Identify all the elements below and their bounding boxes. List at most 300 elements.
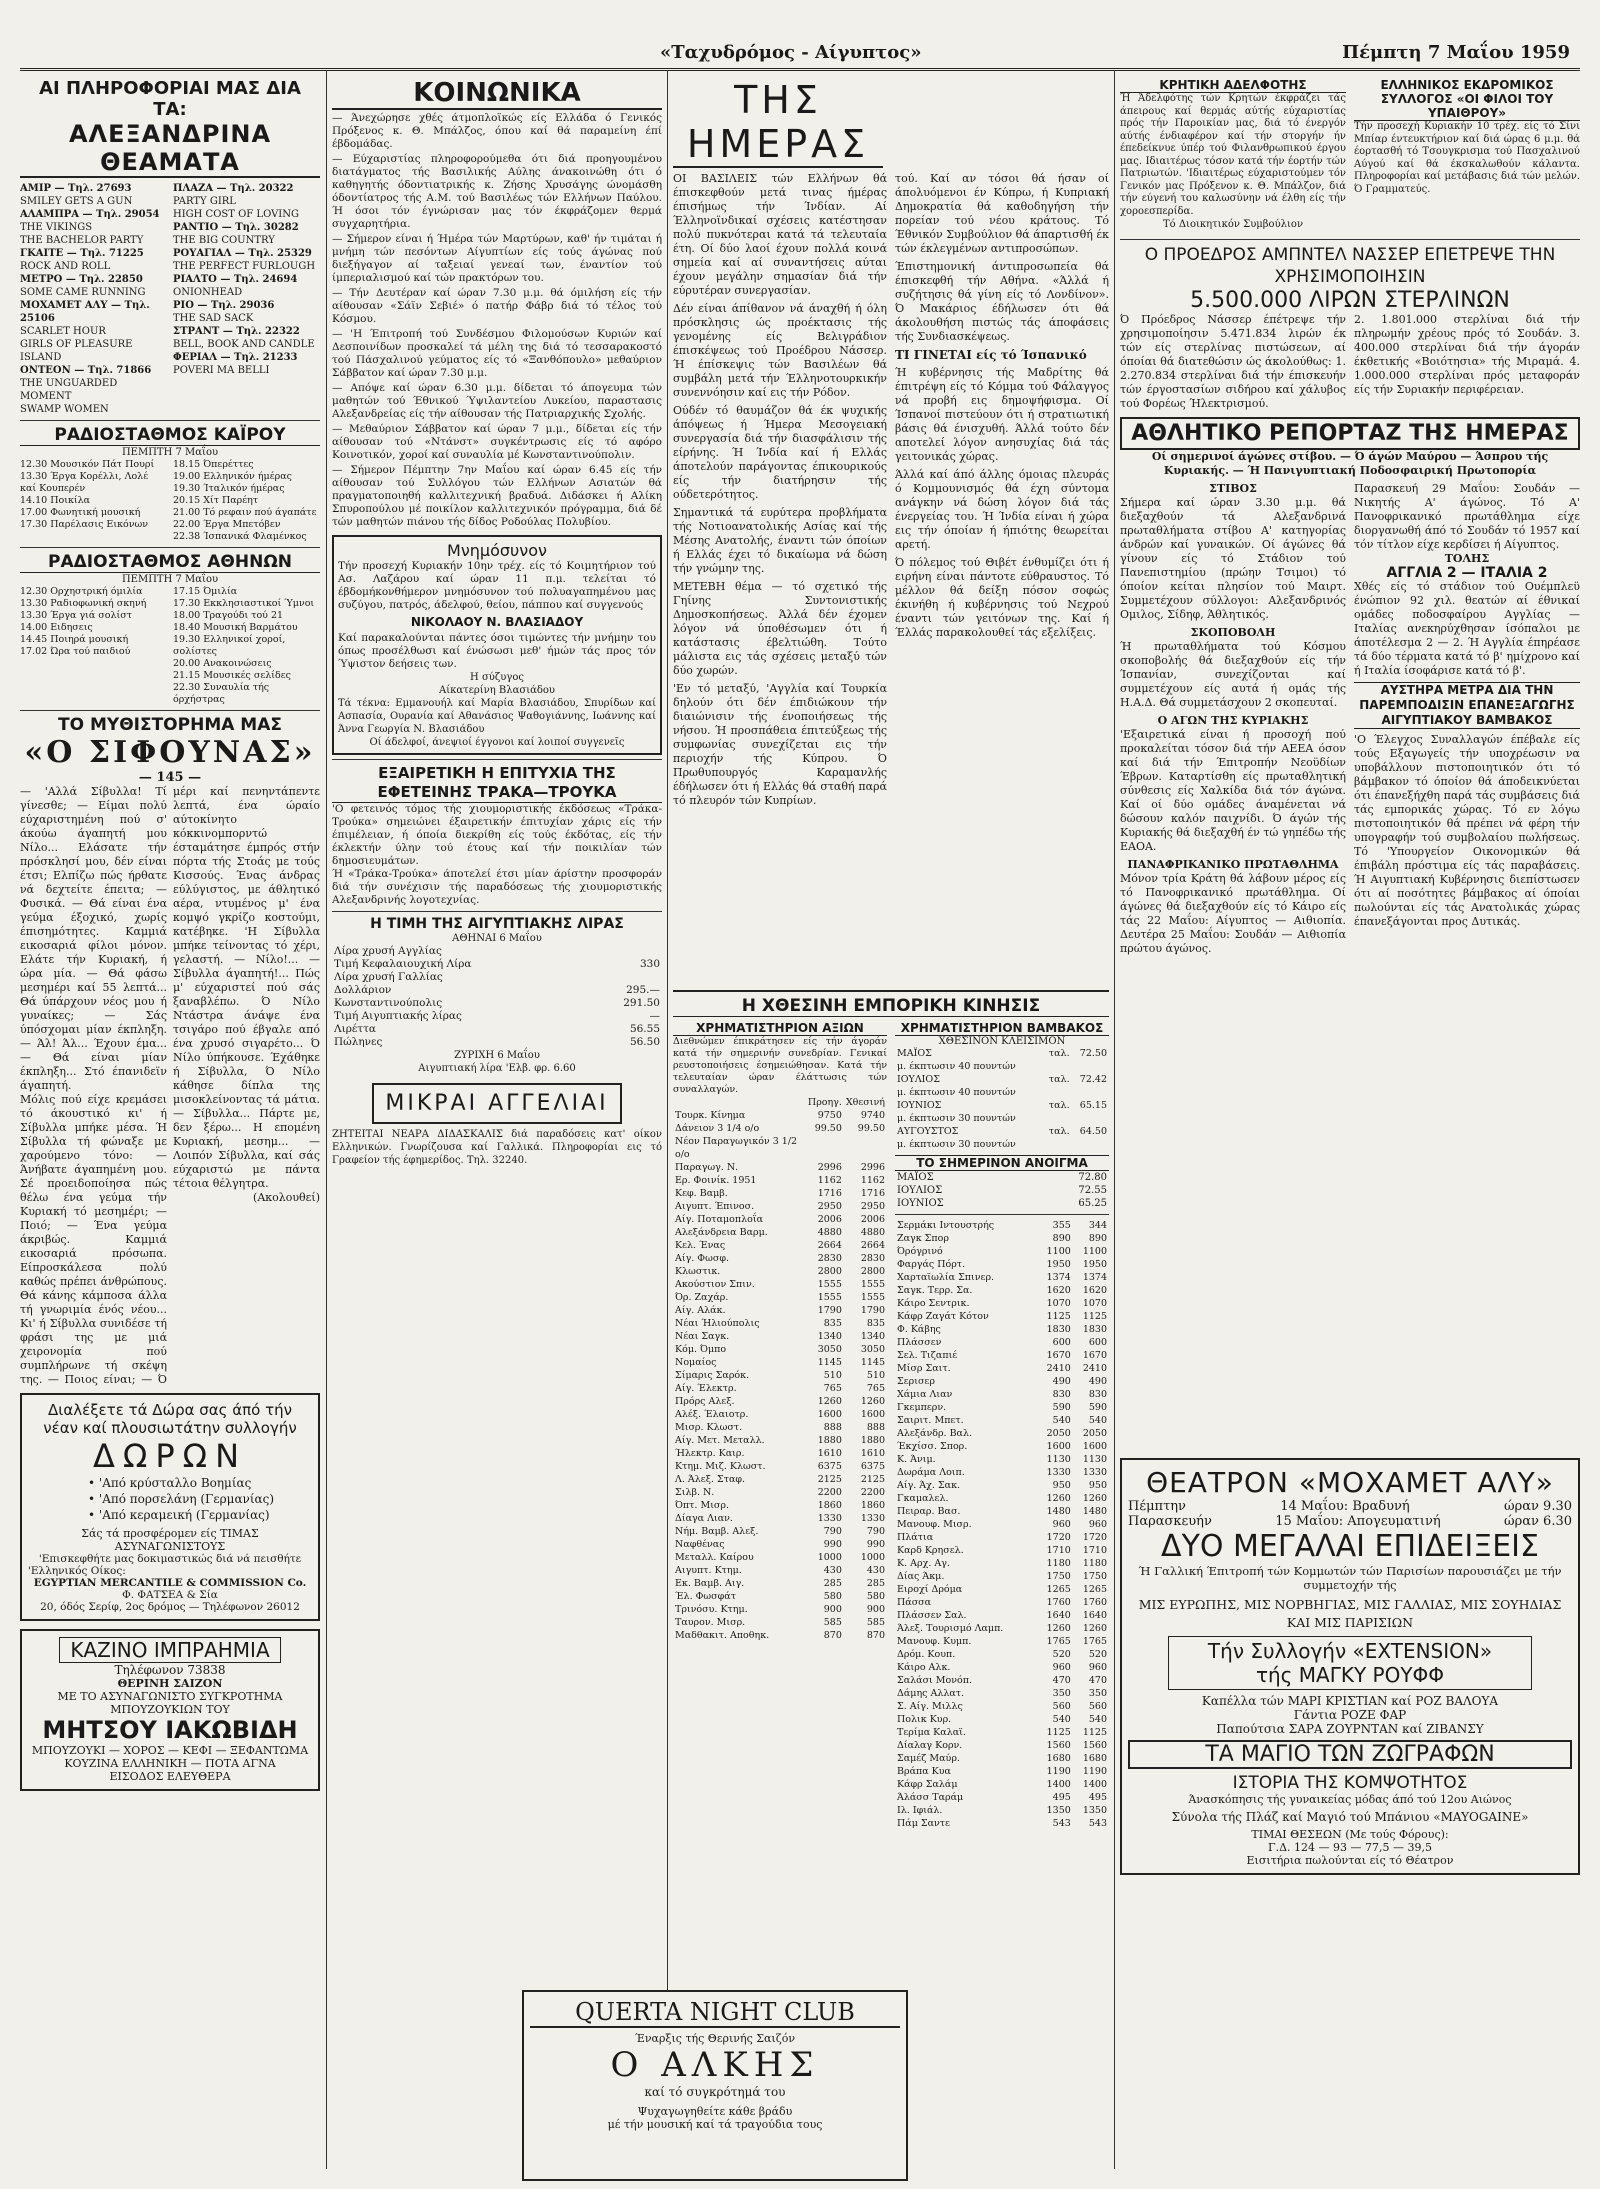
table-cell: 350 [1052,1688,1071,1699]
radio-program: 14.45 Ποιηρά μουσική [20,634,129,645]
social-item: — Άνεχώρησε χθές άτμοπλοϊκώς είς Ελλάδα ό Γενικός Πρόξενος κ. Θ. Μπάλζος, όπου καί θά παραμείνη έπί έβδομάδας. [332,112,662,150]
table-cell: Σ. Αίγ. Μιλλς [897,1701,963,1712]
table-cell: 590 [1052,1402,1071,1413]
cotton-title: ΧΡΗΜΑΤΙΣΤΗΡΙΟΝ ΒΑΜΒΑΚΟΣ [895,1021,1109,1036]
radio-program: 22.30 Συναυλία τής όρχήστρας [173,682,270,705]
table-cell: Πλάσσεν [897,1337,942,1348]
novel-continued: (Ακολουθεί) [253,1191,320,1204]
table-cell: 580 [823,1591,842,1602]
radio-program: 17.02 Ώρα τού παιδιού [20,646,131,657]
table-cell: μ. έκπτωσιν 30 πουντών [897,1113,1016,1124]
radio-program: 21.00 Τό ρεφαιν πού άγαπάτε [173,507,317,518]
sport-text: Ή πρωταθλήματα τού Κόσμου σκοποβολής θά διεξαχθούν είς τήν Ίσπανίαν, συνεχίζονται καί συμμετέχουν είς αυτά ή ομάς τής Η.Α.Δ. Θά συμμετάσχουν 2 σκοπευταί. [1120,640,1346,709]
table-cell: Άλεξ. Τουρισμό Λαμπ. [897,1623,1004,1634]
table-cell: Σελ. Τιζαπιέ [897,1350,958,1361]
table-cell: ΙΟΥΝΙΟΣ [897,1198,944,1209]
table-cell: 1790 [817,1305,842,1316]
table-cell: 1716 [817,1188,842,1199]
stock-row [673,1330,887,1343]
stock-row [895,1479,1109,1492]
table-cell: 99.50 [857,1123,885,1134]
crete-notice [1120,78,1346,231]
editorial-paragraph: Δέν είναι άπίθανον νά άναχθή ή όλη πρόσκλησις ώς προέκτασις τής γενομένης είς Βελιγράδιον έπισκέψεως τού Προέδρου Νάσσερ. Ή έπίσκεψις τών Βασιλέων θά συμβάλη μετά τήν Έλληνοτουρκικήν συνεννόησιν καί εις τήν Ρόδον. [673,302,887,399]
nasser-text-b: 2. 1.801.000 στερλίναι διά τήν πληρωμήν χρέους πρός τό Σουδάν. 3. 400.000 στερλίναι διά τήν άγοράν έκθετικής «Βοιότησια» τής Μιραμά. 4. 1.000.000 στερλίναι πρός μεταφοράν είς τήν Συριακήν περιφέρειαν. [1354,313,1580,396]
radio-program: 17.30 Παρέλασις Εικόνων [20,519,149,530]
cotton-row [895,1047,1109,1060]
stock-row [673,1291,887,1304]
radio-program: 21.15 Μουσικές σελίδες [173,670,291,681]
sport-text: 'Εξαιρετικά είναι ή προσοχή πού προκαλείται τόσον διά τήν ΑΕΕΑ όσον καί διά τήν Έπιτροπήν Νεοϋδίων Έβρων. Καταρτίσθη είς πρωταθλητική σύνθεσις είς Χαλκίδα διά τόν άγώνα. Καί οί δύο ομάδες άναμένεται νά δώσουν καλόν παιχνίδι. Ό άγών τής Κυριακής θά διεξαχθή έν τώ γηπέδω τής ΕΑΟΑ. [1120,728,1346,853]
table-cell: 1130 [1082,1454,1107,1465]
table-cell: Ναφθένας [675,1539,725,1550]
table-cell: 1860 [860,1500,885,1511]
table-cell: Ταυρον. Μισρ. [675,1617,746,1628]
table-cell: 2125 [860,1474,885,1485]
theatre-hats: Καπέλλα τών ΜΑΡΙ ΚΡΙΣΤΙΑΝ καί ΡΟΖ ΒΑΛΟΥΑ [1201,1694,1499,1708]
table-cell: 2050 [1082,1428,1107,1439]
table-cell: 1750 [1046,1571,1071,1582]
table-cell: 543 [1052,1818,1071,1829]
table-cell: 1374 [1082,1272,1107,1283]
theatre-tickets: Εισιτήρια πωλούνται είς τό Θέατρον [1246,1854,1454,1867]
table-cell: Λίρα χρυσή Γαλλίας [334,971,443,983]
stock-row [895,1336,1109,1349]
table-cell [806,1135,844,1161]
social-item: — Σήμερον Πέμπτην 7ην Μαΐου καί ώραν 6.45 είς τήν αίθουσαν τού Συλλόγου τών Ελλήνων Ασιατών θά πραγματοποιηθή καλλιτεχνική βραδυά. Διδάσκει ή Αλίκη Σπυροπούλου μέ ποικίλον καλλιτεχνικόν πρόγραμμα, διά δέ τών μαθητών πιάνου τής δίδος Ροδούλας Πολυβίου. [332,464,662,528]
memorial-text-2: Καί παρακαλούνται πάντες όσοι τιμώντες τήν μνήμην του όπως προσέλθωσι καί ένώσωσι μεθ' ήμών τάς προς τόν Ύψιστον δεήσεις των. [338,632,656,670]
table-cell: Ιλ. Ιφιάλ. [897,1805,943,1816]
table-cell: 1100 [1082,1246,1107,1257]
stock-row [673,1434,887,1447]
table-cell: 960 [1052,1662,1071,1673]
stock-row [673,1629,887,1642]
sport-right-heading: ΤΟΛΗΣ [1444,552,1490,565]
table-cell: 1710 [1082,1545,1107,1556]
opening-row [895,1197,1109,1210]
theatres-title: ΑΛΕΞΑΝΔΡΙΝΑ ΘΕΑΜΑΤΑ [20,120,320,178]
table-cell: 888 [823,1422,842,1433]
radio-athens-date: ΠΕΜΠΤΗ 7 Μαΐου [121,574,219,585]
table-cell: 510 [866,1370,885,1381]
nasser-body [1120,313,1580,411]
collection-designer: τής ΜΑΓΚΥ ΡΟΥΦΦ [1255,1663,1445,1687]
table-cell: 540 [1052,1714,1071,1725]
table-cell: Κόμ. Όμπο [675,1344,727,1355]
opening-title: ΤΟ ΣΗΜΕΡΙΝΟΝ ΑΝΟΙΓΜΑ [895,1155,1109,1171]
radio-program: 19.00 Ελληνικόν ήμέρας [173,471,292,482]
table-cell: 1610 [860,1448,885,1459]
table-cell: 2664 [860,1240,885,1251]
table-cell: 1480 [1082,1506,1107,1517]
table-cell: 540 [1052,1415,1071,1426]
table-cell: Αίγ. Άχ. Σακ. [897,1480,961,1491]
gold-row [332,997,662,1010]
table-cell: Κάφρ Σαλάμ [897,1779,958,1790]
table-cell: 6375 [860,1461,885,1472]
table-cell: 3050 [860,1344,885,1355]
table-cell: Λ. Άλεξ. Σταφ. [675,1474,746,1485]
stock-row [895,1544,1109,1557]
radio-program: 20.15 Χίτ Παρέητ [173,495,259,506]
editorial-paragraph: 'Εν τό μεταξύ, 'Αγγλία καί Τουρκία δηλούν ότι δέν έπιδιώκουν τήν διαιώνισιν τής ένοποιήσεως τής νήσου. Ή προσπάθεια έπιτεύξεως τής συμφωνίας συνεχίζεται εις τήν περιοχήν τής Κύπρου. Ό Πρωθυπουργός Καραμανλής έδήλωσεν ότι ή Ελλάς θά σταθή παρά τό πλευρόν τών Κυπρίων. [673,682,887,807]
sport-column-b [1354,482,1580,956]
casino-title: ΚΑΖΙΝΟ ΙΜΠΡΑΗΜΙΑ [59,1637,280,1663]
cinema-listing: ΡΑΝΤΙΟ — Τηλ. 30282 [173,222,299,233]
radio-athens-schedule [20,586,320,706]
stock-row [895,1375,1109,1388]
table-cell: Ακούστιον Σπιν. [675,1279,755,1290]
table-cell [1072,1060,1109,1073]
novel-text-c: μέρι καί πενηντάπεντε λεπτά, ένα ώραίο αύτοκίνητο κόκκινομπορντώ έσταμάτησε έμπρός στήν πόρτα τής Στοάς με τούς Κισσούς. Ένας άνδρας εύλύγιστος, με άθλητικό αέρα, ντυμένος μ' ένα κομψό γκρίζο κοστούμι, κατέβηκε. 'Η Σίβυλλα μπήκε τείνοντας τό χέρι, γελαστή. — Νίλο!... — Σίβυλλα άγαπητή!... Πώς μ' εύχαριστεί πού σάς ξαναβλέπω. Ό Νίλο Ντάστρα άνάψε ένα τσιγάρο πού έβγαλε από ένα χρυσό σιγαρέτο... Ό Νίλο ύπήκουσε. Έχάθηκε ή Σίβυλλα, Ό Νίλο κάθησε δίπλα της μισοκλείνοντας τά μάτια. — Σίβυλλα... Πάρτε με, δεν ξέρω... Η επομένη Κυριακή, μεσημ... — Λοιπόν Σίβυλλα, καί σάς εύχαριστώ με πάντα τέτοια θέλγητρα. [173,785,320,1190]
stock-row [895,1518,1109,1531]
table-cell: 1790 [860,1305,885,1316]
table-cell: 2996 [860,1162,885,1173]
gifts-ad-line1: Διαλέξετε τά Δώρα σας άπό τήν [47,1401,293,1419]
table-cell: 580 [866,1591,885,1602]
market-section [673,990,1109,1982]
radio-program: 18.15 Όπερέττες [173,459,254,470]
stock-row [673,1252,887,1265]
social-news [332,112,662,529]
stock-row [895,1245,1109,1258]
stock-row [895,1817,1109,1830]
opening-row [895,1171,1109,1184]
table-cell: — [649,1010,660,1022]
stocks-note: Διεθνώμεν έπικράτησεν είς τήν άγοράν κατά τήν σημερινήν συνεδρίαν. Γενικαί ρευστοποιήσεις έσημειώθησαν. Κατά τήν τελευταίαν ώραν έλάττωσις τών συναλλαγών. [673,1036,887,1095]
table-cell: 1710 [1046,1545,1071,1556]
table-cell: 2410 [1046,1363,1071,1374]
gold-row [332,945,662,958]
gifts-ad-title: ΔΩΡΩΝ [92,1437,248,1475]
stock-row [895,1765,1109,1778]
stock-row [895,1349,1109,1362]
radio-program: 17.30 Εκκλησιαστικοί Ύμνοι [173,598,315,609]
table-cell: 1830 [1046,1324,1071,1335]
cinema-listing: THE UNGUARDED MOMENT [20,378,118,402]
table-cell: Τουρκ. Κίνημα [675,1110,746,1121]
table-cell: 1760 [1046,1597,1071,1608]
novel-episode: — 145 — [138,770,202,785]
stock-row [895,1609,1109,1622]
theatre-shoes: Παπούτσια ΣΑΡΑ ΖΟΥΡΝΤΑΝ καί ΖΙΒΑΝΣΥ [1216,1722,1484,1736]
table-cell [1072,1086,1109,1099]
stocks-column [673,1021,887,1830]
table-cell: Δίαγα Λιαν. [675,1513,733,1524]
editorial-paragraph: Ό πόλεμος τού Θιβέτ ένθυμίζει ότι ή ειρήνη είναι πάντοτε εύθραυστος. Τό μέλλον θά δείξη πόσον σοφώς έκινήθη ή κυβέρνησις τού Νεχρού έναντι τών γειτόνων της. Καί ή Έλλάς παρακολουθεί τάς εξελίξεις. [895,556,1109,639]
editorial-paragraph: τού. Καί αν τόσοι θά ήσαν οί άπολυόμενοι έν Κύπρω, ή Κυπριακή Δημοκρατία θά καθοδηγήση τήν πορείαν τού νέου κράτους. Τό Έθνικόν Συμβούλιον θά άπαρτισθή έκ τών έκλεγμένων αντιπροσώπων. [895,172,1109,255]
table-cell: Ζαγκ Σπορ [897,1233,949,1244]
table-cell: 430 [823,1565,842,1576]
table-cell: 2950 [817,1201,842,1212]
table-cell: Δάνειον 3 1/4 ο/ο [675,1123,760,1134]
masthead [20,40,1580,71]
stock-row [895,1635,1109,1648]
success-title: ΕΞΑΙΡΕΤΙΚΗ Η ΕΠΙΤΥΧΙΑ ΤΗΣ ΕΦΕΤΕΙΝΗΣ ΤΡΑΚΑ—ΤΡΟΥΚΑ [332,764,662,803]
table-cell: Δρόμ. Κουπ. [897,1649,956,1660]
table-cell: ΙΟΥΛΙΟΣ [897,1074,940,1085]
table-cell: Αλεξάνδρεια Βαρμ. [675,1227,768,1238]
table-cell: Γκαμαλελ. [897,1493,949,1504]
opening-table [895,1171,1109,1210]
cinema-listing: ONIONHEAD [173,287,243,298]
cotton-row [895,1086,1109,1099]
market-columns [673,1021,1109,1830]
theatre-history-sub: Άνασκόπησις τής γυναικείας μόδας άπό τού 12ου Αιώνος [1188,1793,1512,1806]
stock-row [895,1739,1109,1752]
sport-banner [1120,417,1580,450]
table-cell: 1765 [1046,1636,1071,1647]
memorial-text: Τήν προσεχή Κυριακήν 10ην τρέχ. είς τό Κοιμητήριον τού Ασ. Λαζάρου καί ώραν 11 π.μ. τελείται τό έβδομήκονθήμερον μνημόσυνον τού πολυαγαπημένου μας συζύγου, πατρός, άδελφού, θείου, πάππου καί συγγενούς [338,560,656,611]
table-cell [673,1096,806,1109]
stock-row [673,1577,887,1590]
table-cell: 1180 [1046,1558,1071,1569]
radio-athens-title: ΡΑΔΙΟΣΤΑΘΜΟΣ ΑΘΗΝΩΝ [20,552,320,573]
table-cell: 1610 [817,1448,842,1459]
table-cell: 1125 [1082,1311,1107,1322]
paper-name: «Ταχυδρόμος - Αίγυπτος» [660,42,922,63]
stock-row [895,1557,1109,1570]
cinema-list-left [20,182,167,416]
sport-right-text: Παρασκευή 29 Μαΐου: Σουδάν — Νικητής Α' άγώνος. Τό Α' Πανοφρικανικό πρωτάθλημα είχε διοργανωθή άπό τό Σουδάν τό 1957 καί τόν τίτλον είχε κερδίσει ή Αίγυπτος. [1354,482,1580,551]
table-cell: Τερίμα Καλαϊ. [897,1727,966,1738]
stock-row [895,1388,1109,1401]
casino-line: ΜΕ ΤΟ ΑΣΥΝΑΓΩΝΙΣΤΟ ΣΥΓΚΡΟΤΗΜΑ ΜΠΟΥΖΟΥΚΙΩΝ ΤΟΥ [57,1690,283,1716]
stock-row [673,1278,887,1291]
stock-row [895,1232,1109,1245]
editorial-paragraph: ΜΕΤΕΒΗ θέμα — τό σχετικό τής Γηίνης Συντονιστικής Δημοσκοπήσεως. Άλλά δέν έχομεν λόγον νά ύποθέσωμεν ότι ή κατάστασις έβελτιώθη. Τούτο μάλιστα εις τάς σχέσεις μεταξύ τών δύο χωρών. [673,580,887,677]
table-cell: Ερ. Φοινίκ. 1951 [675,1175,757,1186]
editorial-paragraph: Ούδέν τό θαυμάζον θά έκ ψυχικής άπόψεως ή Ήμερα Μεσογειακή συνεργασία διά τήν διασφάλισιν τής είρήνης. Ή Ίνδία καί ή Ελλάς άποτελούν παράγοντας έπικουρικούς είς τήν διατήρησιν τής ούδετερότητος. [673,404,887,501]
table-cell: Νέαι Σαγκ. [675,1331,730,1342]
theatre-time: ώραν 9.30 [1503,1499,1572,1514]
table-cell: Δολλάριον [334,984,392,996]
table-cell: 900 [823,1604,842,1615]
table-cell: Σαιριτ. Μπετ. [897,1415,964,1426]
table-cell: Σερμάκι Ιντουστρής [897,1220,995,1231]
stock-row [895,1687,1109,1700]
table-cell: 1265 [1046,1584,1071,1595]
table-cell: 2410 [1082,1363,1107,1374]
table-cell: 790 [866,1526,885,1537]
table-cell: 1350 [1046,1805,1071,1816]
theatre-day: Παρασκευήν [1128,1514,1212,1529]
sport-body [1120,482,1580,956]
editorial-title: ΤΗΣ ΗΜΕΡΑΣ [673,78,883,168]
gold-price-table [332,945,662,1049]
table-cell: Αίγ. Έλεκτρ. [675,1383,737,1394]
table-cell: μ. έκπτωσιν 40 πουντών [897,1087,1016,1098]
cotton-measures-text: 'Ο Έλεγχος Συναλλαγών έπέβαλε είς τούς Εξαγωγείς τήν υποχρέωσιν να υποβάλλουν πιστοποιητικόν ότι τό βάμβακον τό όποίον θά άποδεικνύεται ότι έπανεξήχθη παρά τάς συμβάσεις διά τάς εμπορικάς χώρας. Τό εν λόγω πιστοποιητικόν θά πρέπει νά φέρη τήν υπογραφήν τού συμβολαίου πωλήσεως. Τό 'Υπουργείον Οικονομικών θά έπιβάλη πρόστιμα είς τάς παραβάσεις. Ή Αιγυπτιακή Κυβέρνησις διεπίστωσεν ότι αί ποσότητες βάμβακος αί όποίαι πωλούνται είς τάς Ανατολικάς χώρας έπανεξάγονται προς Δυτικάς. [1354,733,1580,928]
table-cell: 1555 [860,1292,885,1303]
casino-phone: Τηλέφωνον 73838 [114,1663,226,1677]
gifts-ad-prices: Σάς τά προσφέρομεν είς ΤΙΜΑΣ ΑΣΥΝΑΓΩΝΙΣΤΟΥΣ [81,1527,259,1553]
table-cell: 490 [1088,1376,1107,1387]
gift-item: • 'Από πορσελάνη (Γερμανίας) [88,1492,275,1506]
radio-program: 18.00 Τραγούδι τού 21 [173,610,284,621]
table-cell: 1145 [860,1357,885,1368]
stock-row [895,1297,1109,1310]
table-cell: μ. έκπτωσιν 30 πουντών [897,1139,1016,1150]
cinema-listing: ΓΚΑΙΤΕ — Τηλ. 71225 [20,248,144,259]
theatre-time: ώραν 6.30 [1503,1514,1572,1529]
club-text: Τήν προσεχή Κυριακήν 10 τρέχ. είς τό Σίνι Μπίαρ έντευκτήριον καί διά ώρας 6 μ.μ. θά έορτασθή τό Τσουγκρισμα τού Πασχαλινού Αύγού καί θά έκσκαλωθούν κάλαντα. Πληροφορίαι καί μετάβασις διά τών μελών. Ό Γραμματεύς. [1354,121,1580,195]
gold-row [332,984,662,997]
table-cell: 2125 [817,1474,842,1485]
stock-row [673,1564,887,1577]
extra-stocks-table [895,1219,1109,1830]
cinema-listing: THE BACHELOR PARTY [20,235,144,246]
table-cell: 285 [823,1578,842,1589]
table-cell: 960 [1088,1519,1107,1530]
table-cell: 1860 [817,1500,842,1511]
table-cell: 9750 [817,1110,842,1121]
success-text: 'Ο φετεινός τόμος τής χιουμοριστικής έκδόσεως «Τράκα-Τρούκα» σημειώνει έξαιρετικήν έπιτυχίαν χάρις είς τήν έπιμέλειαν, ή όποία διεκρίθη είς τούς έκδότας, είς τήν έκλεκτήν ύλην τού έτους καί τήν ποικιλίαν τών δημοσιευμάτων. [332,803,662,867]
table-cell: Λιρέττα [334,1023,377,1035]
table-cell: 1950 [1046,1259,1071,1270]
table-cell: Δωράμα Λοιπ. [897,1467,965,1478]
gift-item: • 'Από κεραμεική (Γερμανίας) [88,1508,270,1522]
table-cell: 585 [823,1617,842,1628]
opening-row [895,1184,1109,1197]
table-cell: Όρόγρινό [897,1246,943,1257]
stock-row [895,1401,1109,1414]
table-cell: Αλεξάνδρ. Βαλ. [897,1428,973,1439]
stock-row [895,1271,1109,1284]
info-title: ΑΙ ΠΛΗΡΟΦΟΡΙΑΙ ΜΑΣ ΔΙΑ ΤΑ: [39,78,301,120]
stock-row [895,1648,1109,1661]
table-cell: Μαδθακιτ. Αποθηκ. [675,1630,770,1641]
table-cell: Πάμ Σαντε [897,1818,950,1829]
gold-zurich-row: Αιγυπτιακή λίρα 'Ελβ. φρ. 6.60 [418,1063,576,1074]
theatre-date: 15 Μαΐου: Απογευματινή [1275,1514,1441,1529]
table-cell: ΑΥΓΟΥΣΤΟΣ [897,1126,959,1137]
gold-title: Η ΤΙΜΗ ΤΗΣ ΑΙΓΥΠΤΙΑΚΗΣ ΛΙΡΑΣ [370,916,624,932]
table-cell: 1260 [1082,1493,1107,1504]
table-cell: 1100 [1046,1246,1071,1257]
theatre-price-values: Γ.Δ. 124 — 93 — 77,5 — 39,5 [1267,1841,1433,1854]
night-club-ad [522,1990,908,2181]
social-item: — Σήμερον είναι ή Ήμέρα τών Μαρτύρων, καθ' ήν τιμάται ή μνήμη τών πεσόντων Αίγυπτίων είς τούς άγώνας πού διεξήγαγον αί ταξειαί γενεαί των, έναντίον τού ίμπεριαλισμού καί τών πρακτόρων του. [332,233,662,284]
table-cell: 830 [1052,1389,1071,1400]
table-cell: 1340 [817,1331,842,1342]
radio-cairo-schedule [20,459,320,543]
column-2 [332,78,662,2028]
night-club-artist: Ο ΑΛΚΗΣ [610,2045,820,2085]
table-cell: Δίαλαγ Κορν. [897,1740,963,1751]
table-cell: 4880 [860,1227,885,1238]
radio-cairo-date: ΠΕΜΠΤΗ 7 Μαΐου [121,447,219,458]
radio-program: 22.38 Ίσπανικά Φλαμένκος [173,531,307,542]
stock-row [673,1317,887,1330]
gold-row [332,1023,662,1036]
table-cell: 330 [639,958,660,970]
table-cell: ΙΟΥΛΙΟΣ [897,1185,943,1196]
table-cell: 543 [1088,1818,1107,1829]
gold-row [332,1036,662,1049]
table-cell: 56.55 [629,1023,660,1035]
stock-row [673,1460,887,1473]
table-cell: 72.55 [1078,1185,1107,1196]
table-cell: 835 [823,1318,842,1329]
table-cell: Έλ. Φωσφάτ [675,1591,736,1602]
table-cell [588,971,662,984]
gifts-ad [20,1393,320,1621]
table-cell [1042,1086,1072,1099]
table-cell: 1260 [1046,1623,1071,1634]
cinema-listing: ΡΟΥΑΓΙΑΛ — Τηλ. 25329 [173,248,312,259]
cotton-row [895,1060,1109,1073]
editorial-body [673,172,1109,978]
editorial-paragraph: Έπιστημονική άντιπροσωπεία θά έπισκεφθή τήν Αθήνα. «Άλλά ή συζήτησις θά γίνη είς τό Λονδίνον». Ό Μακάριος έδήλωσεν ότι θά άκολουθήση πιστώς τάς άποφάσεις τής Συνδιασκέψεως. [895,260,1109,343]
stock-row [895,1258,1109,1271]
table-cell: 1765 [1082,1636,1107,1647]
gold-row [332,958,662,971]
stock-row [895,1505,1109,1518]
stock-row [895,1427,1109,1440]
stock-row [673,1200,887,1213]
table-cell: 1560 [1082,1740,1107,1751]
table-cell: Αίγ. Ποταμοπλοΐα [675,1214,763,1225]
table-cell: 470 [1052,1675,1071,1686]
stock-row [895,1700,1109,1713]
issue-date: Πέμπτη 7 Μαΐου 1959 [1342,42,1570,63]
gold-row [332,1010,662,1023]
table-cell: Κάιρο Σεντρικ. [897,1298,970,1309]
stock-row [895,1323,1109,1336]
cinema-listing: THE SAD SACK [173,313,254,324]
table-cell: 870 [823,1630,842,1641]
table-cell: 1680 [1082,1753,1107,1764]
column-rule [1114,70,1115,2169]
table-cell: 1330 [1046,1467,1071,1478]
column-3 [673,78,1109,978]
top-notices [1120,78,1580,231]
table-cell: Χάμια Λιαν [897,1389,953,1400]
table-cell: Έκχίσσ. Σπορ. [897,1441,968,1452]
table-cell: 1555 [817,1279,842,1290]
table-cell: 1720 [1082,1532,1107,1543]
cinema-listing: THE PERFECT FURLOUGH [173,261,316,272]
stock-row [895,1791,1109,1804]
table-cell: Πρόρς Αλεξ. [675,1396,735,1407]
cinema-listing: PARTY GIRL [173,196,236,207]
table-cell: Νέαι Ήλιούπολις [675,1318,760,1329]
table-cell: 1716 [860,1188,885,1199]
table-cell: Κ. Αρχ. Αγ. [897,1558,950,1569]
stock-row [895,1596,1109,1609]
classifieds-title: ΜΙΚΡΑΙ ΑΓΓΕΛΙΑΙ [385,1091,609,1116]
radio-program: 13.30 Έργα γιά σολίστ [20,610,132,621]
gifts-ad-address: 20, όδός Σερίφ, 2ος δρόμος — Τηλέφωνον 26012 [40,1601,300,1613]
memorial-wife: Η σύζυγος [470,672,524,683]
table-cell: 2800 [860,1266,885,1277]
table-cell: 495 [1088,1792,1107,1803]
table-cell: Κωνσταντινούπολις [334,997,443,1009]
table-cell: 2200 [817,1487,842,1498]
radio-program: 17.00 Φωνητική μουσική [20,507,141,518]
stock-row [673,1161,887,1174]
table-cell: Όπτ. Μισρ. [675,1500,730,1511]
table-cell: Σίμαρις Σαρόκ. [675,1370,750,1381]
sport-heading: ΠΑΝΑΦΡΙΚΑΝΙΚΟ ΠΡΩΤΑΘΛΗΜΑ [1127,858,1339,871]
table-cell: 950 [1088,1480,1107,1491]
stock-row [895,1778,1109,1791]
stock-row [673,1551,887,1564]
stock-row [895,1713,1109,1726]
table-cell: 585 [866,1617,885,1628]
gold-row [332,971,662,984]
cinema-listing: HIGH COST OF LOVING [173,209,299,220]
